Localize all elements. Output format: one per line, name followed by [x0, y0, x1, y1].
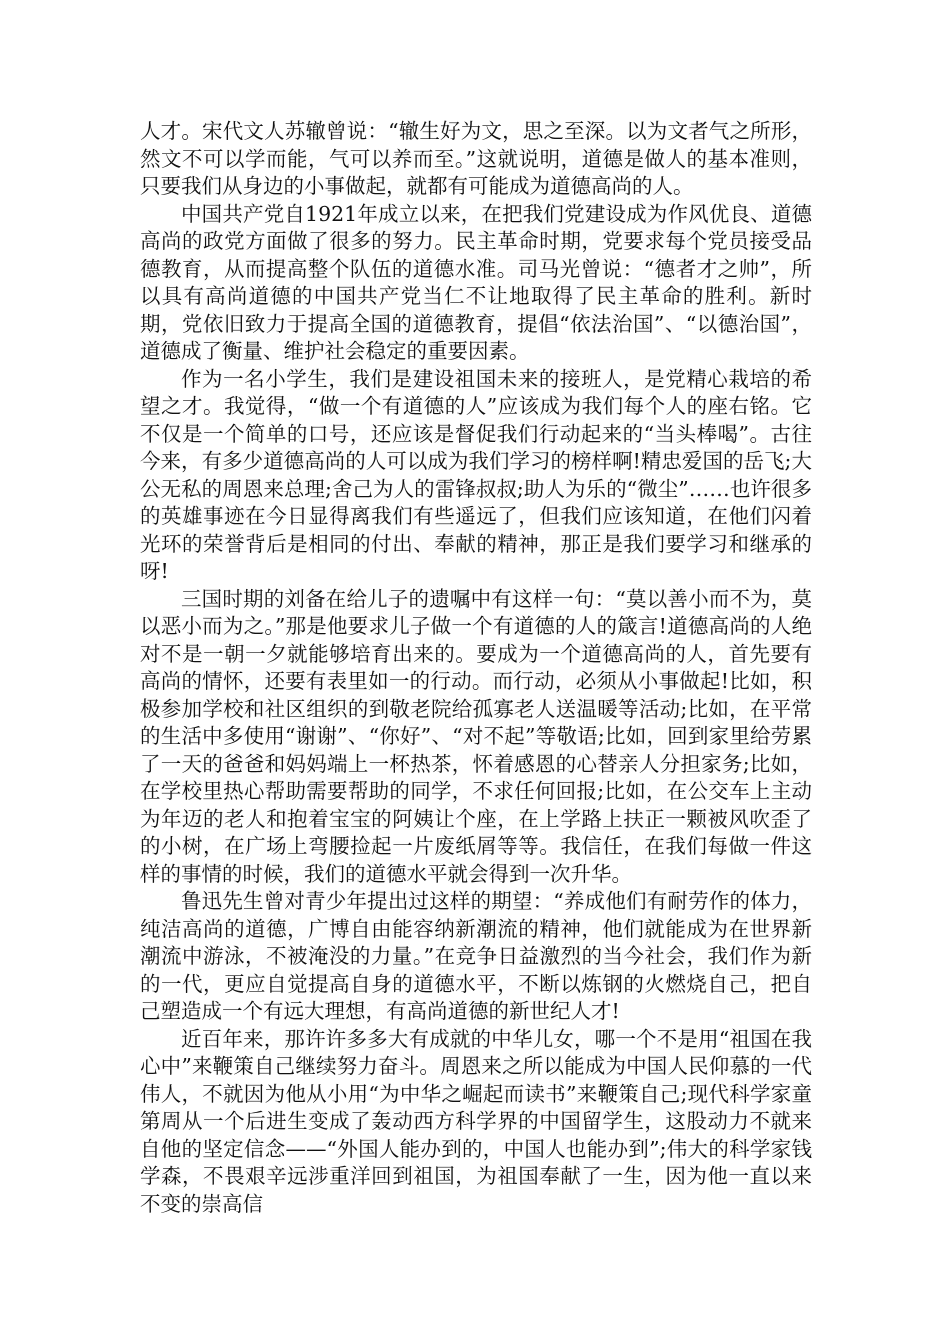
paragraph: 鲁迅先生曾对青少年提出过这样的期望：“养成他们有耐劳作的体力，纯洁高尚的道德，广博自由能容纳新潮流的精神，他们就能成为在世界新潮流中游泳，不被淹没的力量。”在竞争日益激烈的当今社会，我们作为新的一代，更应自觉提高自身的道德水平，不断以炼钢的火燃烧自己，把自己塑造成一个有远大理想，有高尚道德的新世纪人才! [140, 889, 812, 1023]
paragraph: 中国共产党自1921年成立以来，在把我们党建设成为作风优良、道德高尚的政党方面做了很多的努力。民主革命时期，党要求每个党员接受品德教育，从而提高整个队伍的道德水准。司马光曾说：“德者才之帅”，所以具有高尚道德的中国共产党当仁不让地取得了民主革命的胜利。新时期，党依旧致力于提高全国的道德教育，提倡“依法治国”、“以德治国”，道德成了衡量、维护社会稳定的重要因素。 [140, 201, 812, 363]
document-body [140, 118, 812, 1218]
paragraph: 近百年来，那许许多多大有成就的中华儿女，哪一个不是用“祖国在我心中”来鞭策自己继续努力奋斗。周恩来之所以能成为中国人民仰慕的一代伟人，不就因为他从小用“为中华之崛起而读书”来鞭策自己;现代科学家童第周从一个后进生变成了轰动西方科学界的中国留学生，这股动力不就来自他的坚定信念——“外国人能办到的，中国人也能办到”;伟大的科学家钱学森，不畏艰辛远涉重洋回到祖国，为祖国奉献了一生，因为他一直以来不变的崇高信 [140, 1026, 812, 1216]
paragraph: 作为一名小学生，我们是建设祖国未来的接班人，是党精心栽培的希望之才。我觉得，“做一个有道德的人”应该成为我们每个人的座右铭。它不仅是一个简单的口号，还应该是督促我们行动起来的“当头棒喝”。古往今来，有多少道德高尚的人可以成为我们学习的榜样啊!精忠爱国的岳飞;大公无私的周恩来总理;舍己为人的雷锋叔叔;助人为乐的“微尘”……也许很多的英雄事迹在今日显得离我们有些遥远了，但我们应该知道，在他们闪着光环的荣誉背后是相同的付出、奉献的精神，那正是我们要学习和继承的呀! [140, 366, 812, 583]
paragraph: 人才。宋代文人苏辙曾说：“辙生好为文，思之至深。以为文者气之所形，然文不可以学而能，气可以养而至。”这就说明，道德是做人的基本准则，只要我们从身边的小事做起，就都有可能成为道德高尚的人。 [140, 119, 812, 198]
paragraph: 三国时期的刘备在给儿子的遗嘱中有这样一句：“莫以善小而不为，莫以恶小而为之。”那是他要求儿子做一个有道德的人的箴言!道德高尚的人绝对不是一朝一夕就能够培育出来的。要成为一个道德高尚的人，首先要有高尚的情怀，还要有表里如一的行动。而行动，必须从小事做起!比如，积极参加学校和社区组织的到敬老院给孤寡老人送温暖等活动;比如，在平常的生活中多使用“谢谢”、“你好”、“对不起”等敬语;比如，回到家里给劳累了一天的爸爸和妈妈端上一杯热茶，怀着感恩的心替亲人分担家务;比如，在学校里热心帮助需要帮助的同学，不求任何回报;比如，在公交车上主动为年迈的老人和抱着宝宝的阿姨让个座，在上学路上扶正一颗被风吹歪了的小树，在广场上弯腰捡起一片废纸屑等等。我信任，在我们每做一件这样的事情的时候，我们的道德水平就会得到一次升华。 [140, 586, 812, 886]
